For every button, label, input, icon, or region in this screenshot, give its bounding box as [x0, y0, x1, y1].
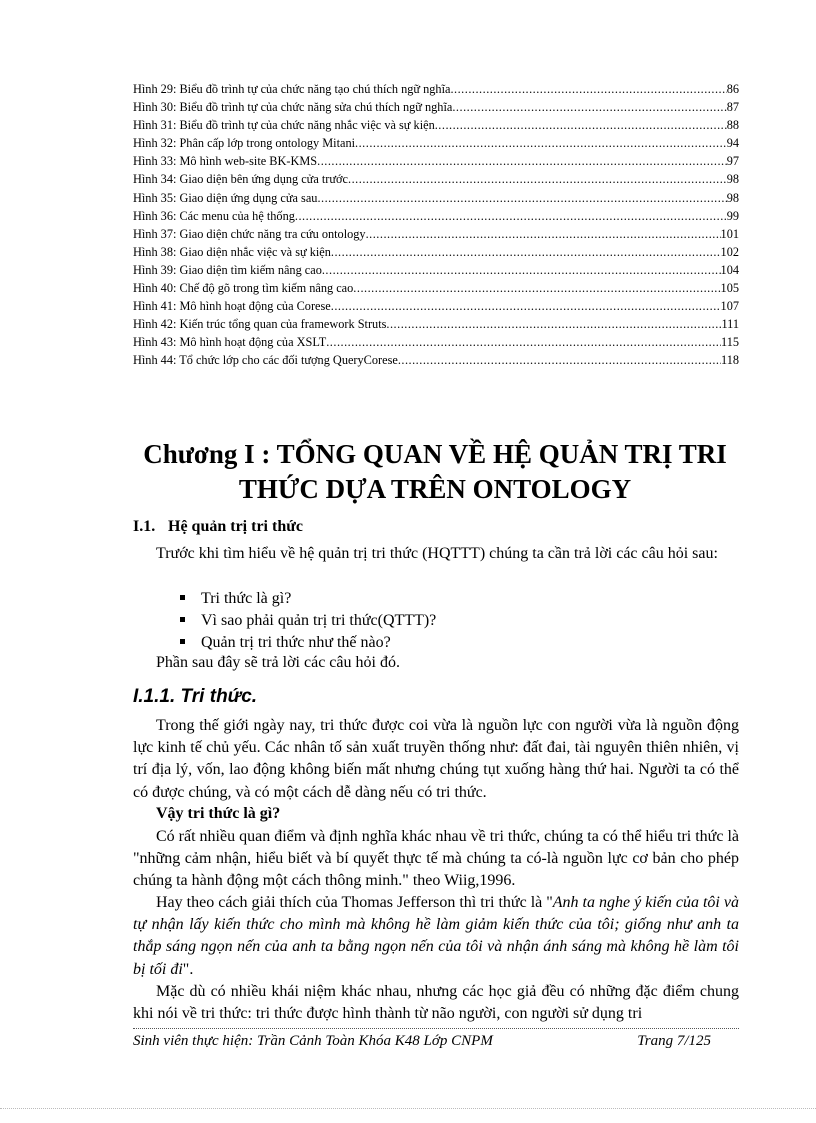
toc-leader	[317, 189, 726, 207]
toc-page-number: 105	[720, 281, 739, 296]
toc-page-number: 99	[726, 208, 739, 223]
toc-row	[133, 170, 739, 188]
toc-page-number: 118	[721, 353, 739, 368]
toc-label: Hình 35: Giao diện ứng dụng cửa sau	[133, 190, 318, 205]
section-title: Hệ quản trị tri thức	[168, 518, 303, 535]
toc-leader	[331, 297, 721, 315]
toc-label: Hình 42: Kiến trúc tổng quan của framework Struts	[133, 317, 387, 332]
toc-label: Hình 36: Các menu của hệ thống	[133, 208, 295, 223]
toc-row	[133, 333, 739, 351]
bullet-square-icon	[180, 595, 185, 600]
toc-page-number: 111	[721, 317, 739, 332]
bullet-square-icon	[180, 639, 185, 644]
toc-page-number: 107	[720, 299, 739, 314]
toc-leader	[355, 134, 727, 152]
page-edge-divider	[0, 1108, 816, 1109]
toc-row	[133, 98, 739, 116]
jefferson-quote: Anh ta nghe ý kiến của tôi và tự nhận lấy kiến thức cho mình mà không hề làm giảm kiến thức của tôi; giống như anh ta thắp sáng ngọn nến của anh ta bằng ngọn nến của tôi và nhận ánh sáng mà không hề làm tôi bị tối đi	[133, 894, 739, 978]
toc-leader	[331, 243, 721, 261]
chapter-title-line1: Chương I : TỔNG QUAN VỀ HỆ QUẢN TRỊ TRI	[143, 439, 727, 469]
toc-label: Hình 29: Biểu đồ trình tự của chức năng tạo chú thích ngữ nghĩa	[133, 82, 451, 96]
toc-leader	[353, 279, 720, 297]
toc-label: Hình 37: Giao diện chức năng tra cứu ontology	[133, 226, 366, 241]
toc-page-number: 94	[726, 136, 739, 151]
bullet-square-icon	[180, 617, 185, 622]
toc-label: Hình 40: Chế độ gõ trong tìm kiếm nâng cao	[133, 281, 354, 296]
intro-paragraph: Trước khi tìm hiểu về hệ quản trị tri thức (HQTTT) chúng ta cần trả lời các câu hỏi sau:	[156, 545, 718, 562]
paragraph-4: Mặc dù có nhiều khái niệm khác nhau, nhưng các học giả đều có những đặc điểm chung khi nói về tri thức: tri thức được hình thành từ não người, con người sử dụng tri	[133, 983, 739, 1023]
toc-row	[133, 279, 739, 297]
footer-author: Sinh viên thực hiện: Trần Cảnh Toàn Khóa K48 Lớp CNPM	[133, 1033, 493, 1049]
section-heading	[133, 518, 303, 536]
chapter-title-line2: THỨC DỰA TRÊN ONTOLOGY	[238, 474, 632, 504]
toc-page-number: 102	[720, 244, 739, 259]
toc-leader	[326, 333, 721, 351]
toc-leader	[398, 351, 721, 369]
toc-label: Hình 33: Mô hình web-site BK-KMS	[133, 154, 318, 169]
toc-page-number: 88	[726, 118, 739, 133]
toc-page-number: 115	[721, 335, 739, 350]
section-number: I.1.	[133, 518, 156, 535]
toc-page-number: 98	[726, 172, 739, 187]
toc-page-number: 98	[726, 190, 739, 205]
list-item: Tri thức là gì?	[180, 588, 436, 610]
toc-label: Hình 34: Giao diện bên ứng dụng cửa trước	[133, 172, 349, 187]
toc-label: Hình 43: Mô hình hoạt động của XSLT	[133, 335, 327, 350]
chapter-title	[120, 437, 750, 507]
paragraph-1: Trong thế giới ngày nay, tri thức được coi vừa là nguồn lực con người vừa là nguồn động lực kinh tế chủ yếu. Các nhân tố sản xuất truyền thống như: đất đai, tài nguyên thiên nhiên, vị trí địa lý, vốn, lao động không biến mất nhưng chúng tụt xuống hàng thứ hai. Người ta có thể có được chúng, và có một cách dễ dàng nếu có tri thức.	[133, 717, 739, 801]
toc-label: Hình 38: Giao diện nhắc việc và sự kiện	[133, 244, 331, 259]
toc-leader	[366, 225, 721, 243]
list-item: Quản trị tri thức như thế nào?	[180, 632, 436, 654]
toc-leader	[435, 116, 727, 134]
toc-page-number: 86	[726, 82, 739, 96]
toc-row	[133, 207, 739, 225]
toc-label: Hình 39: Giao diện tìm kiếm nâng cao	[133, 262, 322, 277]
toc-leader	[317, 152, 727, 170]
toc-row	[133, 297, 739, 315]
footer-divider	[133, 1028, 739, 1029]
footer-page-number: Trang 7/125	[637, 1033, 711, 1049]
figure-list	[133, 80, 739, 370]
toc-row	[133, 351, 739, 369]
toc-row	[133, 189, 739, 207]
list-item: Vì sao phải quản trị tri thức(QTTT)?	[180, 610, 436, 632]
toc-label: Hình 31: Biểu đồ trình tự của chức năng nhắc việc và sự kiện	[133, 118, 435, 133]
toc-row	[133, 225, 739, 243]
toc-label: Hình 30: Biểu đồ trình tự của chức năng sửa chú thích ngữ nghĩa	[133, 100, 453, 115]
paragraph-3: Hay theo cách giải thích của Thomas Jefferson thì tri thức là "Anh ta nghe ý kiến của tôi và tự nhận lấy kiến thức cho mình mà không hề làm giảm kiến thức của tôi; giống như anh ta thắp sáng ngọn nến của anh ta bằng ngọn nến của tôi và nhận ánh sáng mà không hề làm tôi bị tối đi".	[133, 894, 739, 978]
page-footer	[133, 1033, 739, 1050]
toc-label: Hình 32: Phân cấp lớp trong ontology Mitani	[133, 136, 356, 151]
toc-page-number: 101	[720, 226, 739, 241]
toc-leader	[386, 315, 721, 333]
toc-row	[133, 116, 739, 134]
toc-leader	[322, 261, 721, 279]
toc-page-number: 87	[726, 100, 739, 115]
toc-page-number: 104	[720, 262, 739, 277]
toc-row	[133, 243, 739, 261]
toc-row	[133, 315, 739, 333]
toc-label: Hình 41: Mô hình hoạt động của Corese	[133, 299, 331, 314]
toc-leader	[450, 80, 726, 98]
toc-leader	[295, 207, 727, 225]
toc-leader	[348, 170, 727, 188]
subsection-heading: I.1.1. Tri thức.	[133, 686, 258, 707]
toc-row	[133, 261, 739, 279]
toc-row	[133, 80, 739, 98]
toc-page-number: 97	[726, 154, 739, 169]
paragraph-2: Có rất nhiều quan điểm và định nghĩa khác nhau về tri thức, chúng ta có thể hiểu tri thức là "những cảm nhận, hiểu biết và bí quyết thực tế mà chúng ta có-là nguồn lực cơ bản cho phép chúng ta hành động một cách thông minh." theo Wiig,1996.	[133, 828, 739, 890]
toc-row	[133, 152, 739, 170]
toc-leader	[452, 98, 726, 116]
toc-label: Hình 44: Tổ chức lớp cho các đối tượng QueryCorese	[133, 353, 398, 368]
toc-row	[133, 134, 739, 152]
question-line: Vậy tri thức là gì?	[156, 805, 281, 822]
question-list	[180, 588, 436, 655]
after-list-paragraph: Phần sau đây sẽ trả lời các câu hỏi đó.	[156, 654, 400, 671]
